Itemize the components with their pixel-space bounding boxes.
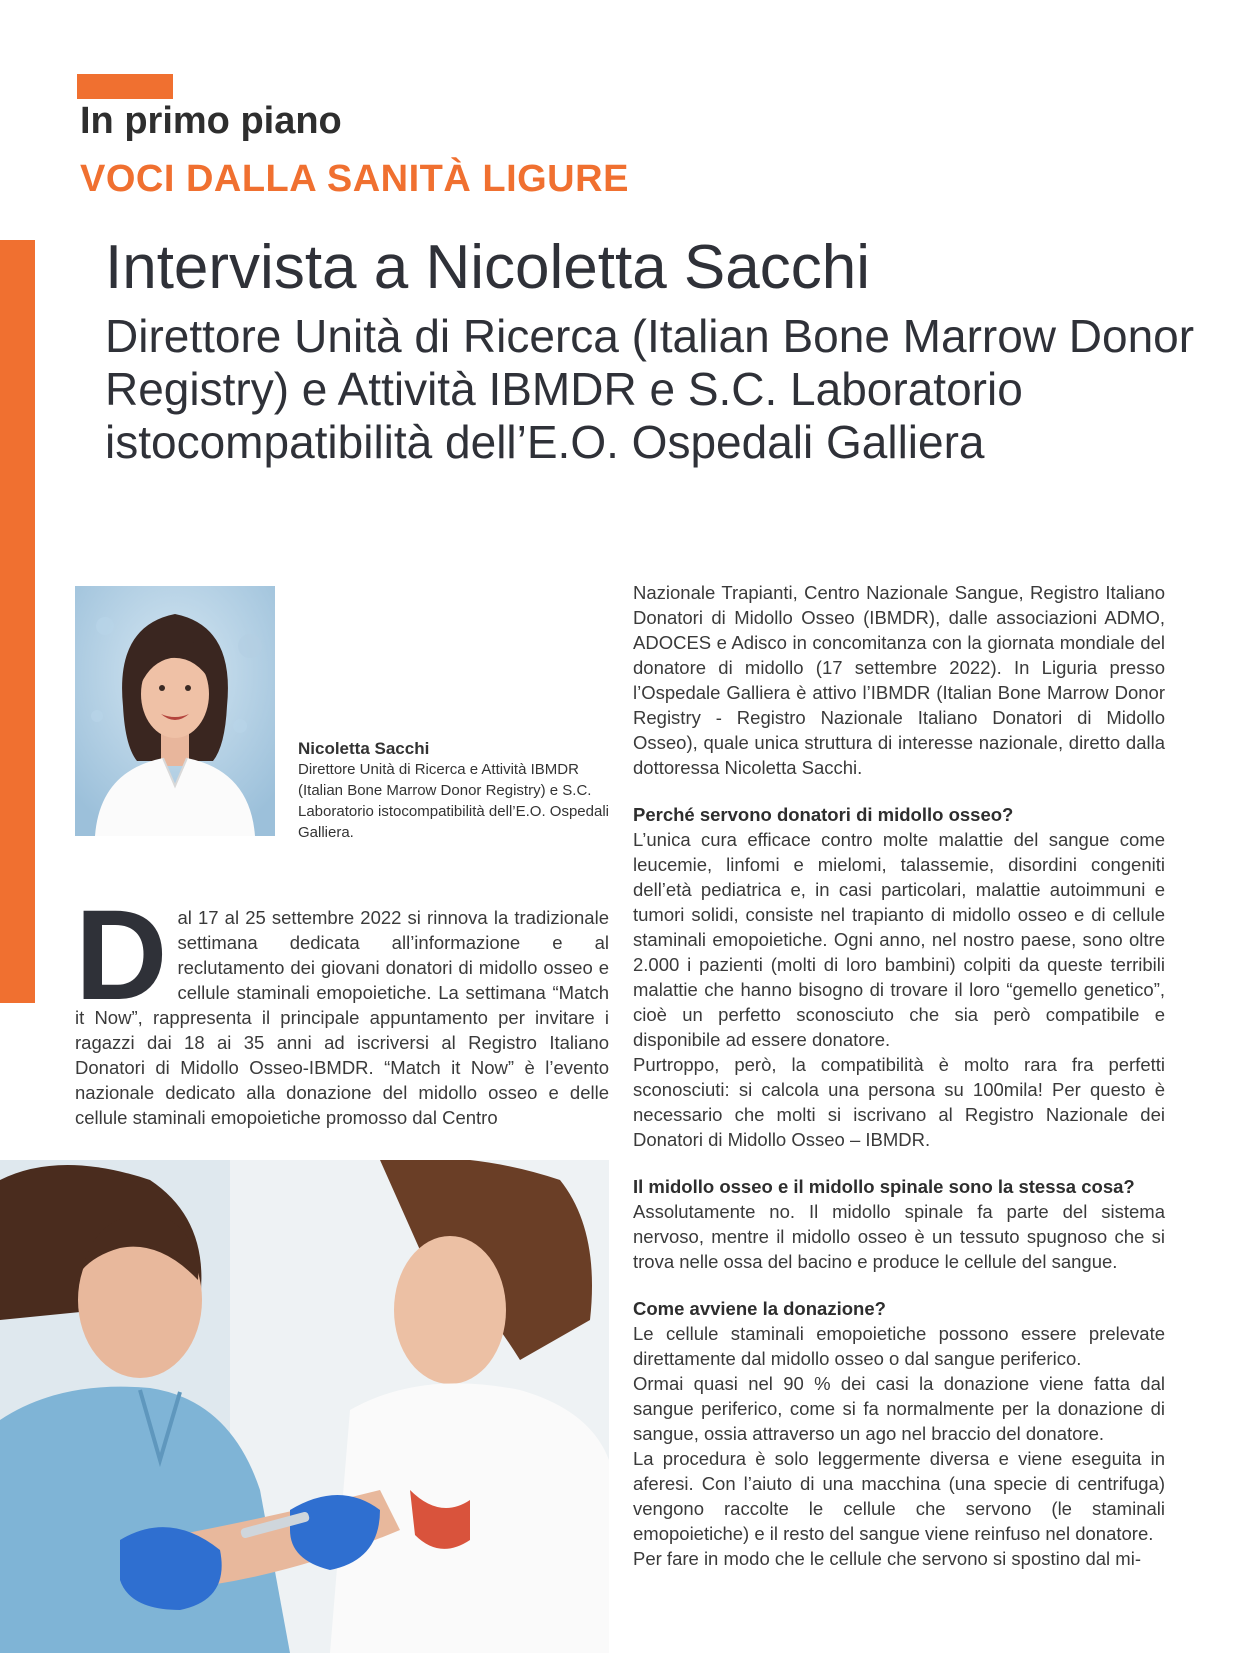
section-label: In primo piano [80,100,342,142]
question-heading: Come avviene la donazione? [633,1298,886,1319]
portrait-photo [75,586,275,836]
answer-paragraph: L’unica cura efficace contro molte malattie del sangue come leucemie, linfomi e mielomi, talassemie, disordini congeniti dell’età pediatrica e, in casi particolari, malattie autoimmuni e tumori solidi, consiste nel trapianto di midollo osseo e di cellule staminali emopoietiche. Ogni anno, nel nostro paese, sono oltre 2.000 i pazienti (molti di loro bambini) colpiti da queste terribili malattie che hanno bisogno di trovare il loro “gemello genetico”, cioè un perfetto sconosciuto che sia però compatibile e disponibile ad essere donatore. [633,829,1165,1050]
answer-paragraph: Purtroppo, però, la compatibilità è molto rara fra perfetti sconosciuti: si calcola una persona su 100mila! Per questo è necessario che molti si iscrivano al Registro Nazionale dei Donatori di Midollo Osseo – IBMDR. [633,1054,1165,1150]
answer-paragraph: Per fare in modo che le cellule che servono si spostino dal mi- [633,1548,1141,1569]
article-title: Intervista a Nicoletta Sacchi [105,233,871,302]
donation-photo [0,1160,609,1653]
question-heading: Il midollo osseo e il midollo spinale sono la stessa cosa? [633,1176,1135,1197]
right-column [633,580,1165,1571]
side-accent-bar [0,240,35,1003]
intro-continued-paragraph: Nazionale Trapianti, Centro Nazionale Sangue, Registro Italiano Donatori di Midollo Osseo (IBMDR), dalle associazioni ADMO, ADOCES e Adisco in concomitanza con la giornata mondiale del donatore di midollo (17 settembre 2022). In Liguria presso l’Ospedale Galliera è attivo l’IBMDR (Italian Bone Marrow Donor Registry - Registro Nazionale Italiano Donatori di Midollo Osseo), quale unica struttura di interesse nazionale, diretto dalla dottoressa Nicoletta Sacchi. [633,582,1165,778]
subsection-label: VOCI DALLA SANITÀ LIGURE [80,158,629,200]
article-subtitle: Direttore Unità di Ricerca (Italian Bone Marrow Donor Registry) e Attività IBMDR e S.C. Laboratorio istocompatibilità dell’E.O. Ospedali Galliera [105,310,1195,468]
caption-role: Direttore Unità di Ricerca e Attività IBMDR (Italian Bone Marrow Donor Registry) e S.C. Laboratorio istocompatibilità dell’E.O. Ospedali Galliera. [298,761,609,841]
answer-paragraph: La procedura è solo leggermente diversa e viene eseguita in aferesi. Con l’aiuto di una macchina (una specie di centrifuga) vengono raccolte le cellule che servono (le staminali emopoietiche) e il resto del sangue viene reinfuso nel donatore. [633,1448,1165,1544]
question-heading: Perché servono donatori di midollo osseo? [633,804,1014,825]
intro-paragraph: al 17 al 25 settembre 2022 si rinnova la tradizionale settimana dedicata all’informazione e al reclutamento dei giovani donatori di midollo osseo e cellule staminali emopoietiche. La settimana “Match it Now”, rappresenta il principale appuntamento per invitare i ragazzi dai 18 ai 35 anni ad iscriversi al Registro Italiano Donatori di Midollo Osseo-IBMDR. “Match it Now” è l’evento nazionale dedicato alla donazione del midollo osseo e delle cellule staminali emopoietiche promosso dal Centro [75,907,609,1128]
donation-illustration [0,1160,609,1653]
accent-tab [77,74,173,99]
photo-caption [298,738,620,843]
answer-paragraph: Ormai quasi nel 90 % dei casi la donazione viene fatta dal sangue periferico, come si fa normalmente per la donazione di sangue, ossia attraverso un ago nel braccio del donatore. [633,1373,1165,1444]
portrait-illustration [75,586,275,836]
drop-cap: D [75,884,168,1027]
answer-paragraph: Assolutamente no. Il midollo spinale fa parte del sistema nervoso, mentre il midollo osseo è un tessuto spugnoso che si trova nelle ossa del bacino e produce le cellule del sangue. [633,1201,1165,1272]
caption-name: Nicoletta Sacchi [298,739,430,758]
answer-paragraph: Le cellule staminali emopoietiche possono essere prelevate direttamente dal midollo osseo o dal sangue periferico. [633,1323,1165,1369]
intro-column [75,884,609,1130]
